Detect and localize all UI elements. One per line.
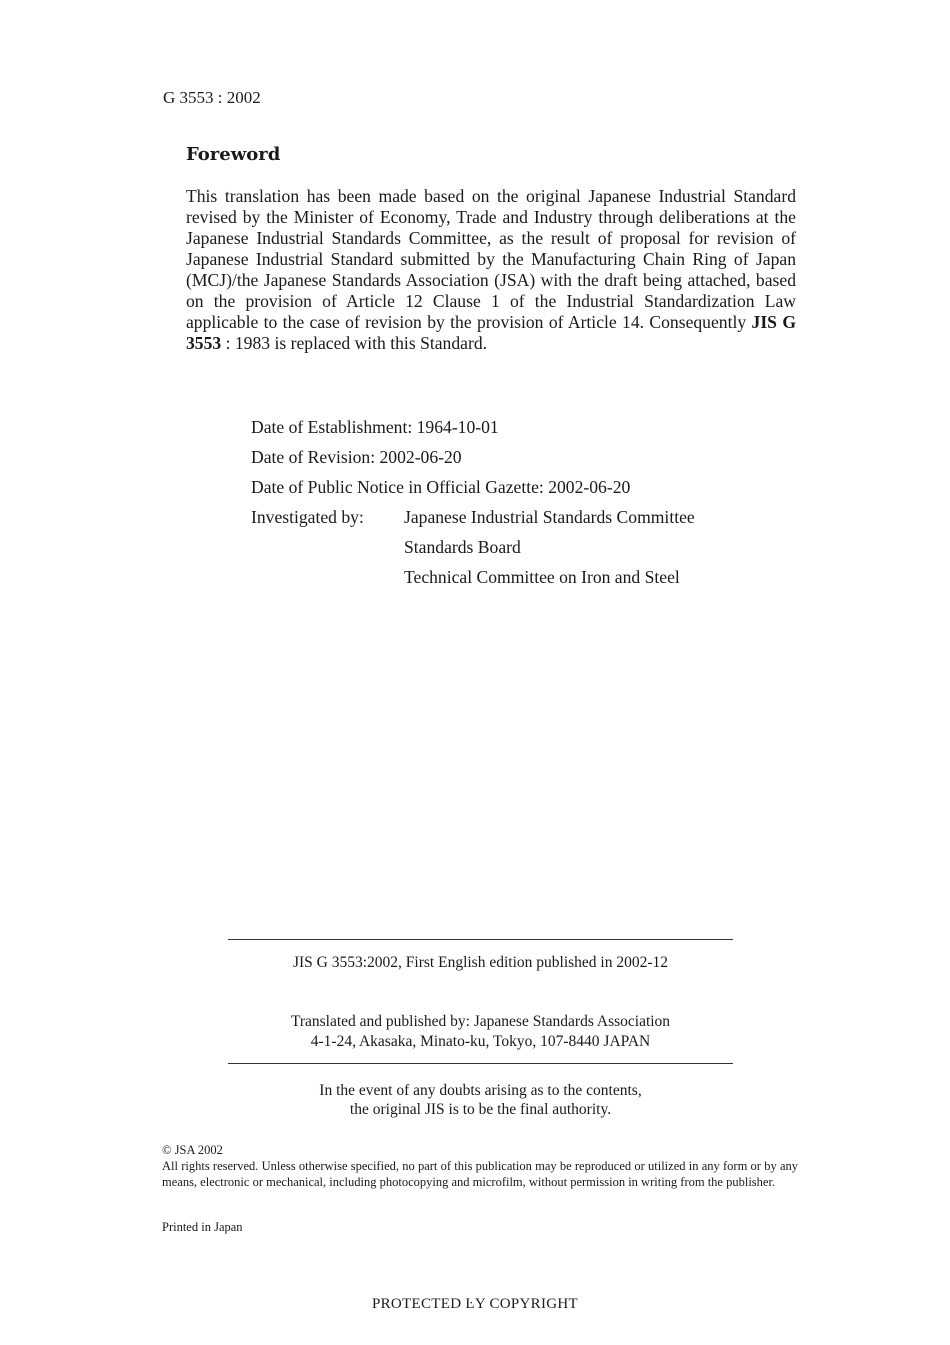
copyright-notice: © JSA 2002: [162, 1143, 223, 1157]
investigated-board: Standards Board: [404, 537, 521, 557]
investigated-technical-committee: Technical Committee on Iron and Steel: [404, 567, 680, 587]
publisher-line-1: Translated and published by: Japanese Standards Association: [290, 1013, 671, 1030]
date-public-notice: Date of Public Notice in Official Gazette: 2002-06-20: [251, 477, 631, 497]
edition-line: JIS G 3553:2002, First English edition published in 2002-12: [292, 954, 669, 971]
foreword-body-main: This translation has been made based on the original Japanese Industrial Standard revised by the Minister of Economy, Trade and Industry through deliberations at the Japanese Industrial Standards Committee, as the result of proposal for revision of Japanese Industrial Standard submitted by the Manufacturing Chain Ring of Japan (MCJ)/the Japanese Standards Association (JSA) with the draft being attached, based on the provision of Article 12 Clause 1 of the Industrial Standardization Law applicable to the case of revision by the provision of Article 14. Consequently: [186, 186, 796, 332]
protected-footer: PROTECTED ĿY COPYRIGHT: [371, 1296, 579, 1312]
top-divider: [228, 939, 733, 940]
investigated-committee: Japanese Industrial Standards Committee: [404, 507, 695, 527]
bottom-divider: [228, 1063, 733, 1064]
document-code: G 3553 : 2002: [163, 88, 261, 107]
foreword-body-standard: JIS G 3553: [186, 312, 796, 353]
authority-line-2: the original JIS is to be the final authority.: [349, 1101, 612, 1118]
investigated-label: Investigated by:: [251, 507, 364, 527]
foreword-heading: Foreword: [186, 144, 281, 165]
investigated-row: [251, 562, 695, 592]
foreword-body: [186, 186, 796, 354]
authority-line-1: In the event of any doubts arising as to the contents,: [319, 1082, 642, 1099]
publisher-line-2: 4-1-24, Akasaka, Minato-ku, Tokyo, 107-8440 JAPAN: [310, 1033, 651, 1050]
date-establishment: Date of Establishment: 1964-10-01: [251, 417, 499, 437]
rights-notice: All rights reserved. Unless otherwise specified, no part of this publication may be reproduced or utilized in any form or by any means, electronic or mechanical, including photocopying and microfilm, without permission in writing from the publisher.: [162, 1159, 798, 1189]
investigated-row: [251, 532, 695, 562]
foreword-body-end: : 1983 is replaced with this Standard.: [225, 333, 488, 353]
investigated-row: [251, 502, 695, 532]
dates-block: [251, 412, 695, 592]
printed-in: Printed in Japan: [162, 1220, 243, 1234]
date-revision: Date of Revision: 2002-06-20: [251, 447, 462, 467]
